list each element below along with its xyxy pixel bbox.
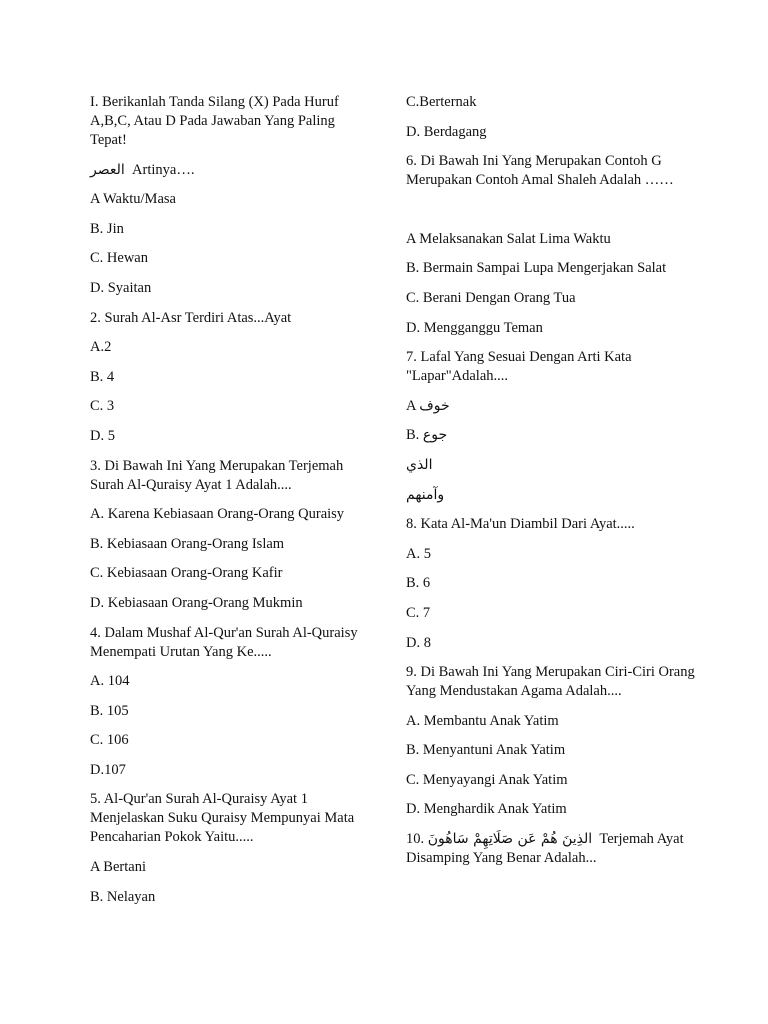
- blank-line: [406, 201, 696, 230]
- item-text: A Waktu/Masa: [90, 191, 176, 208]
- paragraph-left-13: [90, 535, 372, 554]
- right-column: [406, 93, 696, 879]
- item-text: D. 5: [90, 427, 115, 444]
- item-text: 9. Di Bawah Ini Yang Merupakan Ciri-Ciri Orang Yang Mendustakan Agama Adalah....: [406, 664, 695, 700]
- item-text: 7. Lafal Yang Sesuai Dengan Arti Kata "Lapar"Adalah....: [406, 349, 632, 385]
- arabic-text: الذِينَ هُمْ عَن صَلَاتِهِمْ سَاهُونَ: [427, 831, 593, 848]
- arabic-text: جوع: [422, 427, 448, 444]
- paragraph-left-1: [90, 161, 372, 180]
- paragraph-left-5: [90, 279, 372, 298]
- paragraph-left-6: [90, 309, 372, 328]
- arabic-text: خوف: [419, 397, 450, 414]
- paragraph-left-16: [90, 624, 372, 662]
- paragraph-left-11: [90, 457, 372, 495]
- paragraph-right-10: [406, 426, 696, 445]
- paragraph-left-19: [90, 731, 372, 750]
- item-text: A. 104: [90, 673, 130, 690]
- item-text: C. 7: [406, 604, 431, 621]
- item-text: 2. Surah Al-Asr Terdiri Atas...Ayat: [90, 309, 292, 326]
- item-text: B. Jin: [90, 220, 124, 237]
- arabic-text: الذي: [406, 456, 433, 473]
- paragraph-left-22: [90, 858, 372, 877]
- paragraph-left-9: [90, 397, 372, 416]
- paragraph-right-5: [406, 259, 696, 278]
- paragraph-left-4: [90, 249, 372, 268]
- item-text: A.2: [90, 339, 112, 356]
- paragraph-left-2: [90, 190, 372, 209]
- item-text: C. Berani Dengan Orang Tua: [406, 289, 576, 306]
- item-prefix: A: [406, 397, 420, 414]
- paragraph-right-9: [406, 397, 696, 416]
- arabic-text: وآمنهم: [406, 486, 445, 503]
- item-text: D.107: [90, 761, 126, 778]
- item-text: I. Berikanlah Tanda Silang (X) Pada Huruf A,B,C, Atau D Pada Jawaban Yang Paling Tepat!: [90, 94, 339, 148]
- item-text: B. Bermain Sampai Lupa Mengerjakan Salat: [406, 260, 667, 277]
- item-text: C. 3: [90, 398, 115, 415]
- item-text: D. Menghardik Anak Yatim: [406, 801, 567, 818]
- left-column: [90, 93, 372, 917]
- item-text: D. Mengganggu Teman: [406, 319, 543, 336]
- item-text: B. 4: [90, 368, 115, 385]
- paragraph-left-17: [90, 672, 372, 691]
- paragraph-left-7: [90, 338, 372, 357]
- paragraph-left-15: [90, 594, 372, 613]
- paragraph-right-17: [406, 634, 696, 653]
- item-text: 3. Di Bawah Ini Yang Merupakan Terjemah Surah Al-Quraisy Ayat 1 Adalah....: [90, 457, 344, 493]
- item-text: A. Membantu Anak Yatim: [406, 712, 559, 729]
- paragraph-right-7: [406, 319, 696, 338]
- paragraph-right-2: [406, 152, 696, 190]
- paragraph-left-18: [90, 702, 372, 721]
- paragraph-right-22: [406, 800, 696, 819]
- paragraph-right-13: [406, 515, 696, 534]
- item-text: A Melaksanakan Salat Lima Waktu: [406, 230, 611, 247]
- paragraph-right-0: [406, 93, 696, 112]
- paragraph-right-4: [406, 230, 696, 249]
- item-text: D. Syaitan: [90, 279, 152, 296]
- paragraph-right-8: [406, 348, 696, 386]
- paragraph-left-12: [90, 505, 372, 524]
- item-text: 6. Di Bawah Ini Yang Merupakan Contoh G Merupakan Contoh Amal Shaleh Adalah ……: [406, 153, 674, 189]
- item-text: B. 105: [90, 702, 129, 719]
- item-text: C. Kebiasaan Orang-Orang Kafir: [90, 565, 283, 582]
- paragraph-right-15: [406, 574, 696, 593]
- paragraph-left-8: [90, 368, 372, 387]
- paragraph-right-12: [406, 486, 696, 505]
- item-text: 4. Dalam Mushaf Al-Qur'an Surah Al-Quraisy Menempati Urutan Yang Ke.....: [90, 624, 358, 660]
- item-text: B. Kebiasaan Orang-Orang Islam: [90, 535, 285, 552]
- item-text: 8. Kata Al-Ma'un Diambil Dari Ayat.....: [406, 516, 635, 533]
- item-text: C. Menyayangi Anak Yatim: [406, 771, 568, 788]
- item-text: B. 6: [406, 575, 431, 592]
- paragraph-right-19: [406, 712, 696, 731]
- item-text: C.Berternak: [406, 94, 477, 110]
- paragraph-right-23: [406, 830, 696, 868]
- paragraph-left-23: [90, 888, 372, 907]
- item-text: Terjemah Ayat Disamping Yang Benar Adalah...: [406, 831, 684, 867]
- paragraph-right-20: [406, 741, 696, 760]
- item-text: 5. Al-Qur'an Surah Al-Quraisy Ayat 1 Menjelaskan Suku Quraisy Mempunyai Mata Pencaharian Pokok Yaitu.....: [90, 791, 355, 846]
- item-prefix: 10.: [406, 831, 428, 848]
- item-text: A. Karena Kebiasaan Orang-Orang Quraisy: [90, 506, 345, 523]
- item-text: A Bertani: [90, 859, 146, 876]
- paragraph-right-16: [406, 604, 696, 623]
- paragraph-right-6: [406, 289, 696, 308]
- item-text: D. Kebiasaan Orang-Orang Mukmin: [90, 594, 303, 611]
- paragraph-left-14: [90, 564, 372, 583]
- item-text: D. Berdagang: [406, 123, 487, 140]
- paragraph-right-1: [406, 123, 696, 142]
- item-text: B. Menyantuni Anak Yatim: [406, 742, 566, 759]
- paragraph-left-0: [90, 93, 372, 150]
- paragraph-left-3: [90, 220, 372, 239]
- paragraph-right-11: [406, 456, 696, 475]
- arabic-text: العصر: [90, 161, 125, 178]
- item-text: Artinya….: [132, 161, 195, 178]
- item-text: C. Hewan: [90, 250, 148, 267]
- paragraph-left-20: [90, 761, 372, 780]
- paragraph-right-14: [406, 545, 696, 564]
- item-prefix: B.: [406, 427, 423, 444]
- item-text: A. 5: [406, 545, 431, 562]
- item-text: D. 8: [406, 634, 431, 651]
- paragraph-left-10: [90, 427, 372, 446]
- paragraph-right-18: [406, 663, 696, 701]
- item-text: B. Nelayan: [90, 888, 156, 905]
- item-text: C. 106: [90, 732, 129, 749]
- paragraph-left-21: [90, 790, 372, 847]
- paragraph-right-21: [406, 771, 696, 790]
